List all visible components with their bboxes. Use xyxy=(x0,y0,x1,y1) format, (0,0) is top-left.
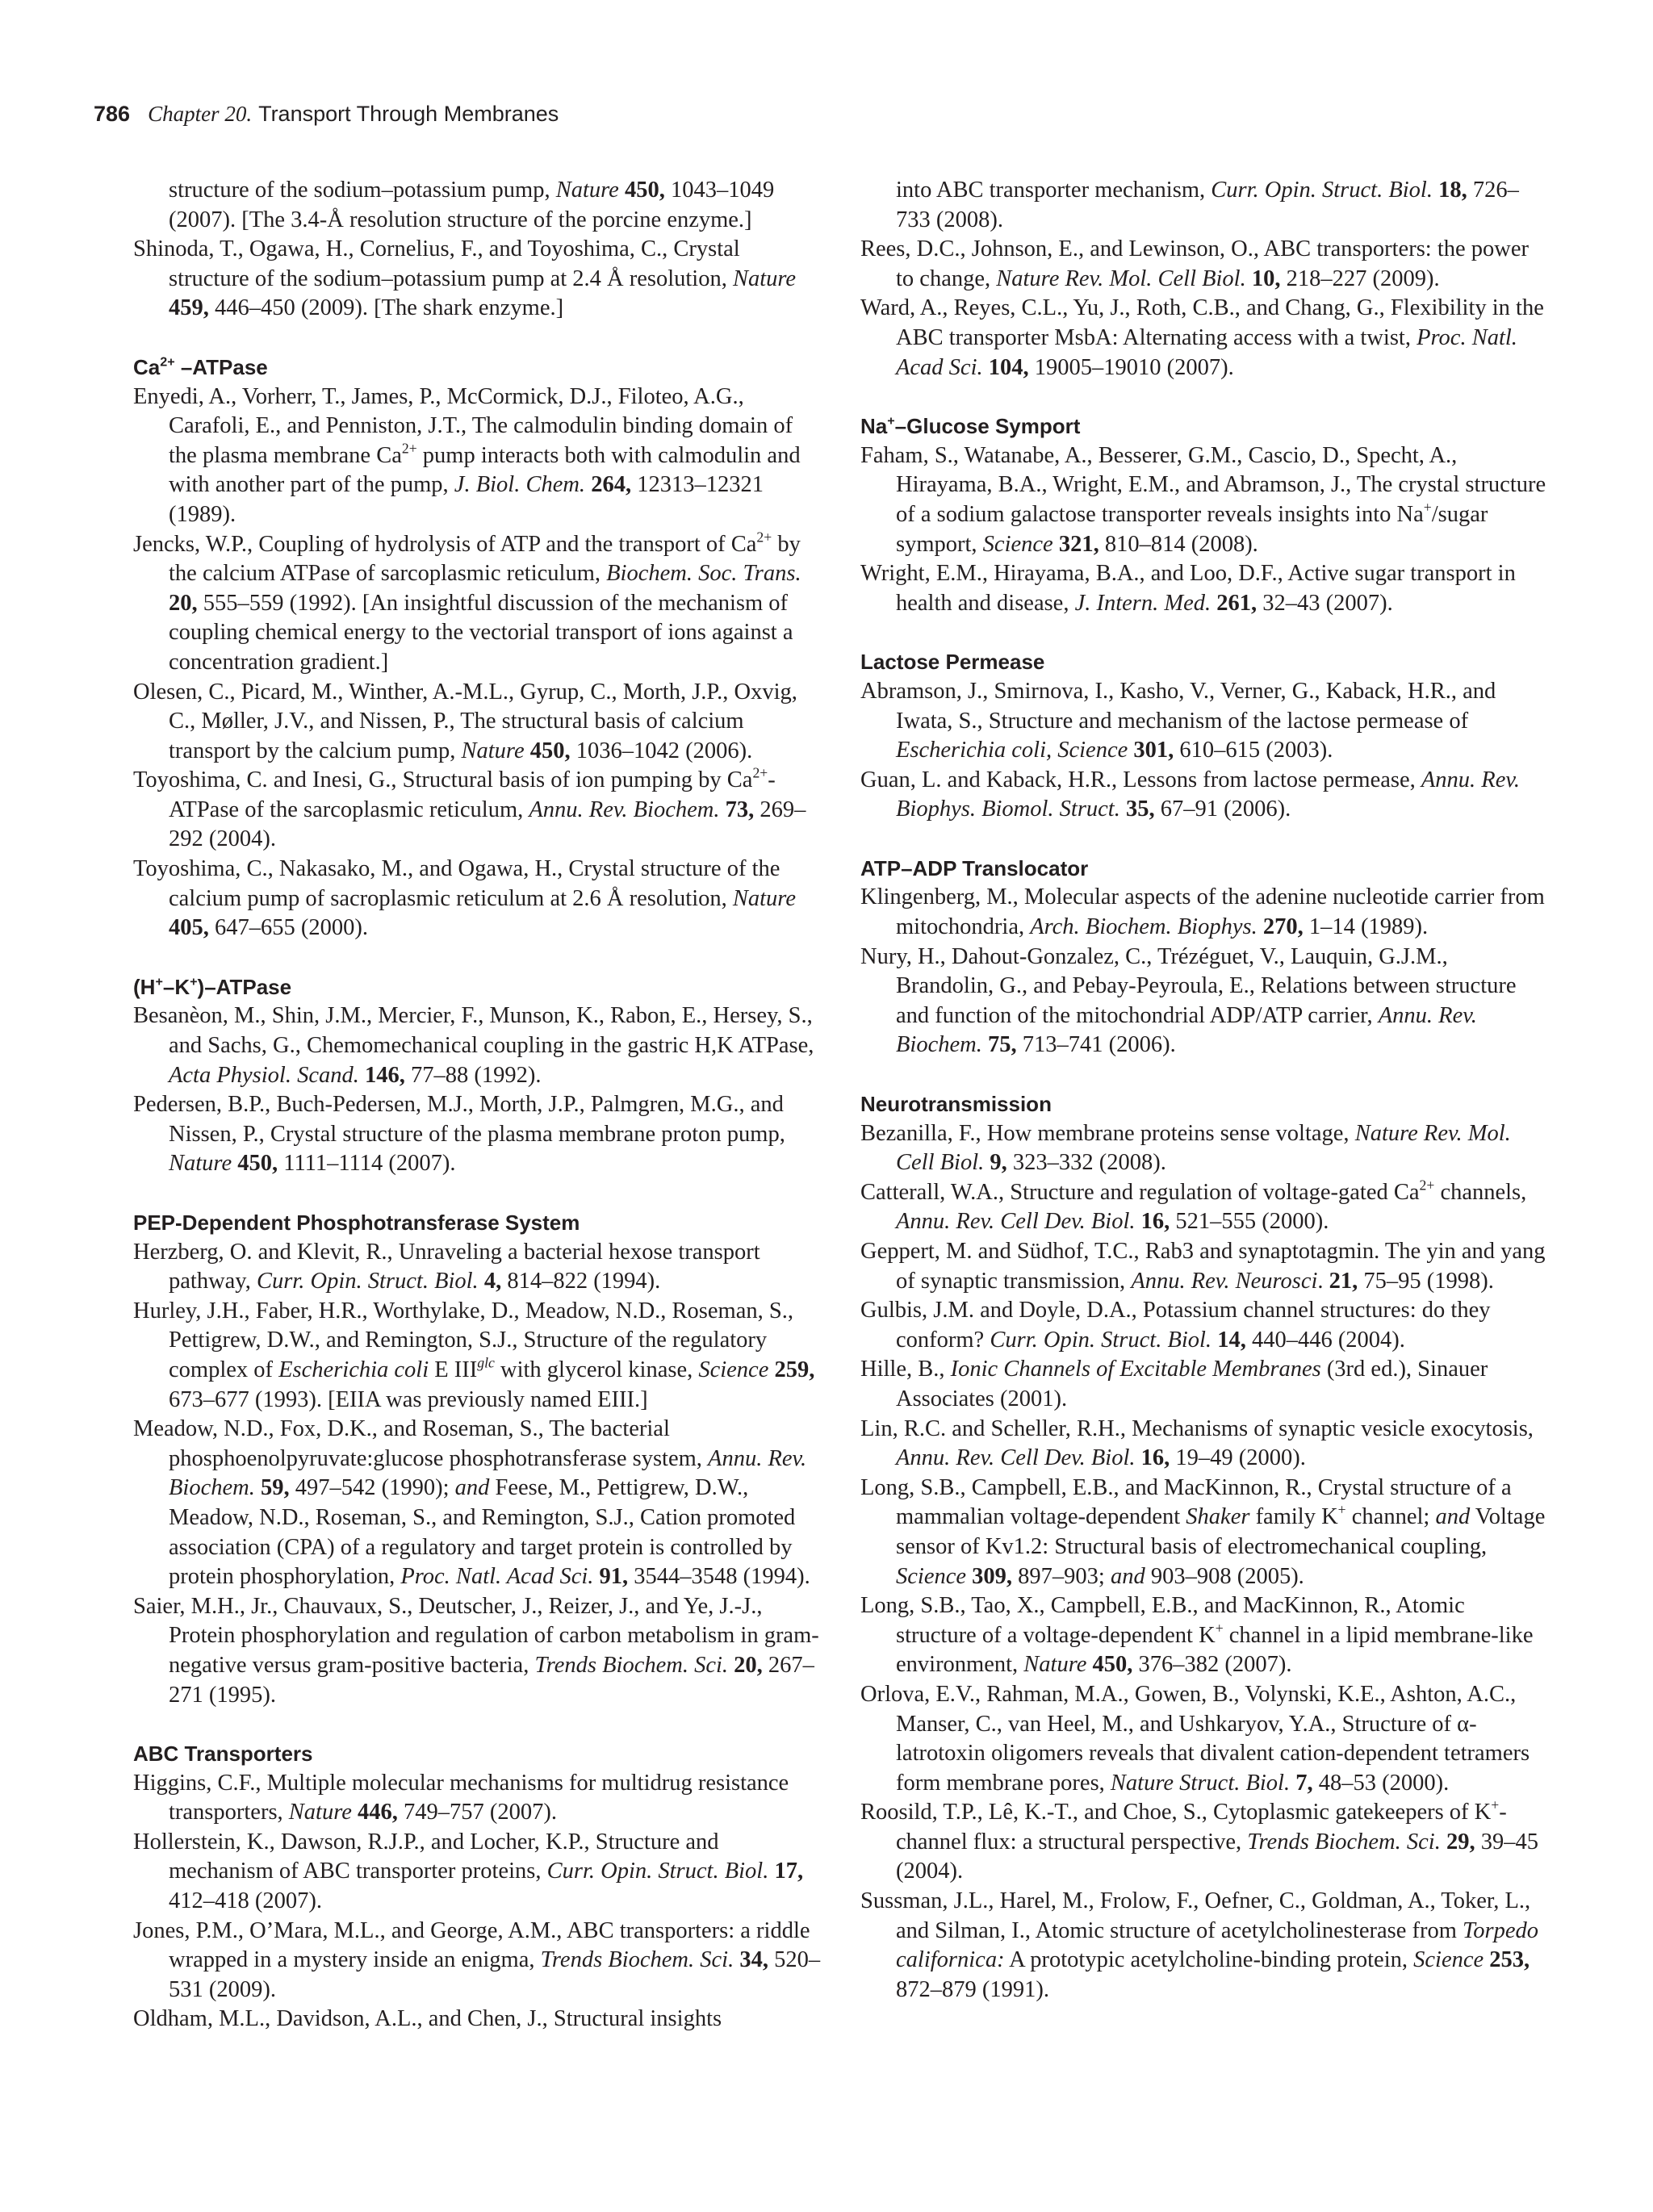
section-heading: (H+–K+)–ATPase xyxy=(133,974,292,999)
section-heading: $Ca^{2+}$ –ATPase xyxy=(133,354,268,379)
reference-entry: Catterall, W.A., Structure and regulation of voltage-gated $Ca^{2+}$ channels, Annu. Rev. Cell Dev. Biol. 16, 521–555 (2000). xyxy=(860,1177,1527,1235)
reference-entry: Enyedi, A., Vorherr, T., James, P., McCormick, D.J., Filoteo, A.G., Carafoli, E., and Penniston, J.T., The calmodulin binding domain of the plasma membrane $Ca^{2+}$ pump interacts both with calmodulin and with another part of the pump, J. Biol. Chem. 264, 12313–12321 (1989). xyxy=(133,383,801,527)
reference-entry: Lin, R.C. and Scheller, R.H., Mechanisms of synaptic vesicle exocytosis, Annu. Rev. Cell Dev. Biol. 16, 19–49 (2000). xyxy=(860,1415,1534,1471)
reference-entry: Faham, S., Watanabe, A., Besserer, G.M., Cascio, D., Specht, A., Hirayama, B.A., Wright, E.M., and Abramson, J., The crystal structure of a sodium galactose transporter reveals insights into Na+/sugar symport, Science 321, 810–814 (2008). xyxy=(860,442,1546,557)
reference-entry: Sussman, J.L., Harel, M., Frolow, F., Oefner, C., Goldman, A., Toker, L., and Silman, I., Atomic structure of acetylcholinesterase from Torpedo californica: A prototypic acetylcholine-binding protein, Science 253, 872–879 (1991). xyxy=(860,1888,1538,2002)
section-heading: ABC Transporters xyxy=(133,1742,313,1767)
section-heading: ATP–ADP Translocator xyxy=(860,855,1089,880)
reference-entry: Besanèon, M., Shin, J.M., Mercier, F., Munson, K., Rabon, E., Hersey, S., and Sachs, G., Chemomechanical coupling in the gastric H,K ATPase, Acta Physiol. Scand. 146, 77–88 (1992). xyxy=(133,1003,814,1088)
reference-entry: Pedersen, B.P., Buch-Pedersen, M.J., Morth, J.P., Palmgren, M.G., and Nissen, P., Crystal structure of the plasma membrane proton pump, Nature 450, 1111–1114 (2007). xyxy=(133,1092,785,1177)
reference-entry: Long, S.B., Campbell, E.B., and MacKinnon, R., Crystal structure of a mammalian voltage-dependent Shaker family K+ channel; and Voltage sensor of Kv1.2: Structural basis of electromechanical coupling, Science 309, 897–903; and 903–908 (2005). xyxy=(860,1474,1546,1589)
reference-entry: Orlova, E.V., Rahman, M.A., Gowen, B., Volynski, K.E., Ashton, A.C., Manser, C., van Heel, M., and Ushkaryov, Y.A., Structure of α-latrotoxin oligomers reveals that divalent cation-dependent tetramers form membrane pores, Nature Struct. Biol. 7, 48–53 (2000). xyxy=(860,1681,1530,1796)
section-heading: PEP-Dependent Phosphotransferase System xyxy=(133,1211,580,1235)
left-column xyxy=(133,176,821,2034)
reference-entry: Toyoshima, C. and Inesi, G., Structural basis of ion pumping by $Ca^{2+}$-ATPase of the sarcoplasmic reticulum, Annu. Rev. Biochem. 73, 269–292 (2004). xyxy=(133,764,806,852)
section-heading: Neurotransmission xyxy=(860,1092,1052,1117)
running-header xyxy=(94,102,559,134)
reference-entry: Gulbis, J.M. and Doyle, D.A., Potassium channel structures: do they conform? Curr. Opin. Struct. Biol. 14, 440–446 (2004). xyxy=(860,1298,1491,1353)
reference-entry: Shinoda, T., Ogawa, H., Cornelius, F., and Toyoshima, C., Crystal structure of the sodium–potassium pump at 2.4 Å resolution, Nature 459, 446–450 (2009). [The shark enzyme.] xyxy=(133,236,797,321)
reference-entry: Jones, P.M., O’Mara, M.L., and George, A.M., ABC transporters: a riddle wrapped in a mystery inside an enigma, Trends Biochem. Sci. 34, 520–531 (2009). xyxy=(133,1917,821,2002)
chapter-label: Chapter 20. xyxy=(148,102,253,126)
reference-entry: Higgins, C.F., Multiple molecular mechanisms for multidrug resistance transporters, Nature 446, 749–757 (2007). xyxy=(133,1770,789,1825)
reference-entry: Oldham, M.L., Davidson, A.L., and Chen, J., Structural insights xyxy=(133,2006,722,2032)
chapter-title: Transport Through Membranes xyxy=(258,102,559,126)
reference-entry: Hurley, J.H., Faber, H.R., Worthylake, D., Meadow, N.D., Roseman, S., Pettigrew, D.W., and Remington, S.J., Structure of the regulatory complex of Escherichia coli E $III^{glc}$ with glycerol kinase, Science 259, 673–677 (1993). [EIIA was previously named EIII.] xyxy=(133,1298,815,1412)
section-heading: Lactose Permease xyxy=(860,650,1045,675)
reference-entry: Hille, B., Ionic Channels of Excitable Membranes (3rd ed.), Sinauer Associates (2001). xyxy=(860,1357,1488,1411)
reference-entry: into ABC transporter mechanism, Curr. Opin. Struct. Biol. 18, 726–733 (2008). xyxy=(896,178,1519,232)
reference-entry: Nury, H., Dahout-Gonzalez, C., Trézéguet, V., Lauquin, G.J.M., Brandolin, G., and Pebay-Peyroula, E., Relations between structure and function of the mitochondrial ADP/ATP carrier, Annu. Rev. Biochem. 75, 713–741 (2006). xyxy=(860,943,1517,1058)
reference-entry: Herzberg, O. and Klevit, R., Unraveling a bacterial hexose transport pathway, Curr. Opin. Struct. Biol. 4, 814–822 (1994). xyxy=(133,1239,760,1294)
reference-entry: Wright, E.M., Hirayama, B.A., and Loo, D.F., Active sugar transport in health and disease, J. Intern. Med. 261, 32–43 (2007). xyxy=(860,561,1516,616)
reference-entry: Abramson, J., Smirnova, I., Kasho, V., Verner, G., Kaback, H.R., and Iwata, S., Structure and mechanism of the lactose permease of Escherichia coli, Science 301, 610–615 (2003). xyxy=(860,678,1496,763)
reference-entry: Long, S.B., Tao, X., Campbell, E.B., and MacKinnon, R., Atomic structure of a voltage-dependent K+ channel in a lipid membrane-like environment, Nature 450, 376–382 (2007). xyxy=(860,1593,1534,1678)
reference-entry: Bezanilla, F., How membrane proteins sense voltage, Nature Rev. Mol. Cell Biol. 9, 323–332 (2008). xyxy=(860,1120,1511,1176)
reference-entry: Roosild, T.P., Lê, K.-T., and Choe, S., Cytoplasmic gatekeepers of K+-channel flux: a structural perspective, Trends Biochem. Sci. 29, 39–45 (2004). xyxy=(860,1796,1538,1884)
page-number: 786 xyxy=(94,102,131,126)
reference-entry: Ward, A., Reyes, C.L., Yu, J., Roth, C.B., and Chang, G., Flexibility in the ABC transporter MsbA: Alternating access with a twist, Proc. Natl. Acad Sci. 104, 19005–19010 (2007). xyxy=(860,295,1544,380)
reference-entry: Meadow, N.D., Fox, D.K., and Roseman, S., The bacterial phosphoenolpyruvate:glucose phosphotransferase system, Annu. Rev. Biochem. 59, 497–542 (1990); and Feese, M., Pettigrew, D.W., Meadow, N.D., Roseman, S., and Remington, S.J., Cation promoted association (CPA) of a regulatory and target protein is controlled by protein phosphorylation, Proc. Natl. Acad Sci. 91, 3544–3548 (1994). xyxy=(133,1416,810,1590)
reference-entry: Saier, M.H., Jr., Chauvaux, S., Deutscher, J., Reizer, J., and Ye, J.-J., Protein phosphorylation and regulation of carbon metabolism in gram-negative versus gram-positive bacteria, Trends Biochem. Sci. 20, 267–271 (1995). xyxy=(133,1593,819,1708)
reference-entry: Geppert, M. and Südhof, T.C., Rab3 and synaptotagmin. The yin and yang of synaptic transmission, Annu. Rev. Neurosci. 21, 75–95 (1998). xyxy=(860,1239,1546,1294)
reference-entry: Klingenberg, M., Molecular aspects of the adenine nucleotide carrier from mitochondria, Arch. Biochem. Biophys. 270, 1–14 (1989). xyxy=(860,884,1545,940)
reference-entry: Jencks, W.P., Coupling of hydrolysis of ATP and the transport of $Ca^{2+}$ by the calcium ATPase of sarcoplasmic reticulum, Biochem. Soc. Trans. 20, 555–559 (1992). [An insightful discussion of the mechanism of coupling chemical energy to the vectorial transport of ions against a concentration gradient.] xyxy=(133,529,801,675)
reference-entry: Hollerstein, K., Dawson, R.J.P., and Locher, K.P., Structure and mechanism of ABC transporter proteins, Curr. Opin. Struct. Biol. 17, 412–418 (2007). xyxy=(133,1829,804,1914)
section-heading: Na+–Glucose Symport xyxy=(860,413,1081,439)
reference-entry: structure of the sodium–potassium pump, Nature 450, 1043–1049 (2007). [The 3.4-Å resolution structure of the porcine enzyme.] xyxy=(169,178,775,232)
reference-entry: Olesen, C., Picard, M., Winther, A.-M.L., Gyrup, C., Morth, J.P., Oxvig, C., Møller, J.V., and Nissen, P., The structural basis of calcium transport by the calcium pump, Nature 450, 1036–1042 (2006). xyxy=(133,679,797,763)
reference-entry: Rees, D.C., Johnson, E., and Lewinson, O., ABC transporters: the power to change, Nature Rev. Mol. Cell Biol. 10, 218–227 (2009). xyxy=(860,236,1529,291)
right-column xyxy=(860,176,1548,2005)
reference-entry: Guan, L. and Kaback, H.R., Lessons from lactose permease, Annu. Rev. Biophys. Biomol. Struct. 35, 67–91 (2006). xyxy=(860,767,1521,822)
reference-entry: Toyoshima, C., Nakasako, M., and Ogawa, H., Crystal structure of the calcium pump of sacroplasmic reticulum at 2.6 Å resolution, Nature 405, 647–655 (2000). xyxy=(133,856,796,941)
